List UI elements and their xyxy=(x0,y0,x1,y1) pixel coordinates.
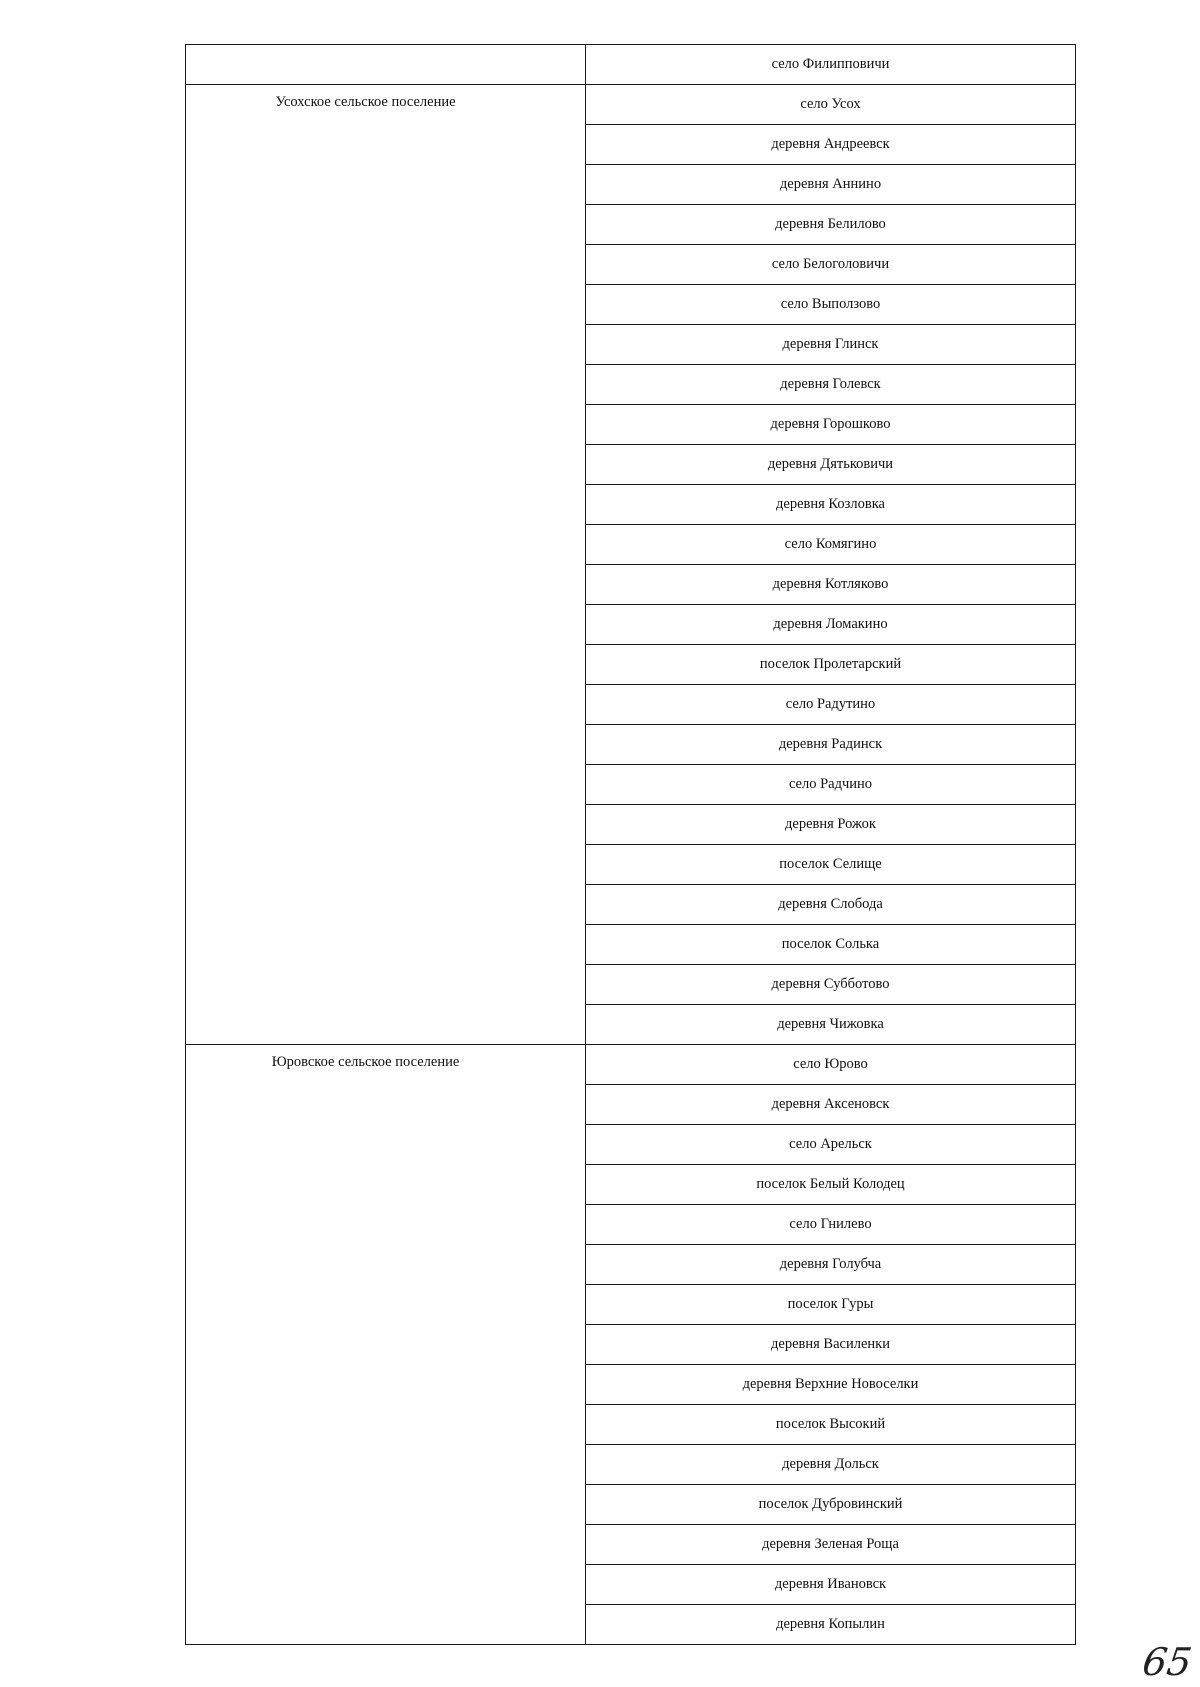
settlement-name: деревня Аннино xyxy=(586,165,1076,205)
settlement-name: деревня Дольск xyxy=(586,1445,1076,1485)
settlement-name: деревня Горошково xyxy=(586,405,1076,445)
settlement-name: село Комягино xyxy=(586,525,1076,565)
settlement-name: село Выползово xyxy=(586,285,1076,325)
settlement-name: поселок Гуры xyxy=(586,1285,1076,1325)
settlement-name: деревня Голубча xyxy=(586,1245,1076,1285)
settlement-name: село Белоголовичи xyxy=(586,245,1076,285)
municipality-cell xyxy=(186,1045,586,1645)
settlement-name: поселок Высокий xyxy=(586,1405,1076,1445)
settlement-name: деревня Аксеновск xyxy=(586,1085,1076,1125)
settlement-name: поселок Солька xyxy=(586,925,1076,965)
table-row xyxy=(186,85,1076,125)
settlement-name: деревня Рожок xyxy=(586,805,1076,845)
municipality-name: Юровское сельское поселение xyxy=(271,1054,460,1070)
settlement-name: деревня Ломакино xyxy=(586,605,1076,645)
settlement-name: деревня Копылин xyxy=(586,1605,1076,1645)
settlement-name: деревня Верхние Новоселки xyxy=(586,1365,1076,1405)
settlement-name: село Радчино xyxy=(586,765,1076,805)
settlement-name: село Юрово xyxy=(586,1045,1076,1085)
settlement-name: село Гнилево xyxy=(586,1205,1076,1245)
settlement-name: поселок Белый Колодец xyxy=(586,1165,1076,1205)
municipality-cell xyxy=(186,45,586,85)
settlement-name: деревня Субботово xyxy=(586,965,1076,1005)
settlement-name: поселок Селище xyxy=(586,845,1076,885)
settlement-name: село Усох xyxy=(586,85,1076,125)
settlement-name: село Филипповичи xyxy=(586,45,1076,85)
settlement-name: деревня Белилово xyxy=(586,205,1076,245)
settlement-name: деревня Голевск xyxy=(586,365,1076,405)
settlement-name: деревня Дятьковичи xyxy=(586,445,1076,485)
settlement-name: деревня Андреевск xyxy=(586,125,1076,165)
settlement-name: деревня Василенки xyxy=(586,1325,1076,1365)
settlement-name: деревня Козловка xyxy=(586,485,1076,525)
settlement-name: деревня Глинск xyxy=(586,325,1076,365)
settlements-table-body xyxy=(186,45,1076,1645)
settlement-name: поселок Пролетарский xyxy=(586,645,1076,685)
settlement-name: село Арельск xyxy=(586,1125,1076,1165)
settlement-name: деревня Чижовка xyxy=(586,1005,1076,1045)
municipality-name: Усохское сельское поселение xyxy=(275,94,456,110)
settlement-name: деревня Слобода xyxy=(586,885,1076,925)
page-number: 65 xyxy=(1139,1640,1195,1684)
settlement-name: деревня Радинск xyxy=(586,725,1076,765)
table-row xyxy=(186,1045,1076,1085)
settlement-name: деревня Котляково xyxy=(586,565,1076,605)
settlements-table xyxy=(185,44,1076,1645)
settlement-name: деревня Ивановск xyxy=(586,1565,1076,1605)
settlement-name: село Радутино xyxy=(586,685,1076,725)
table-row xyxy=(186,45,1076,85)
municipality-cell xyxy=(186,85,586,1045)
settlement-name: поселок Дубровинский xyxy=(586,1485,1076,1525)
settlement-name: деревня Зеленая Роща xyxy=(586,1525,1076,1565)
